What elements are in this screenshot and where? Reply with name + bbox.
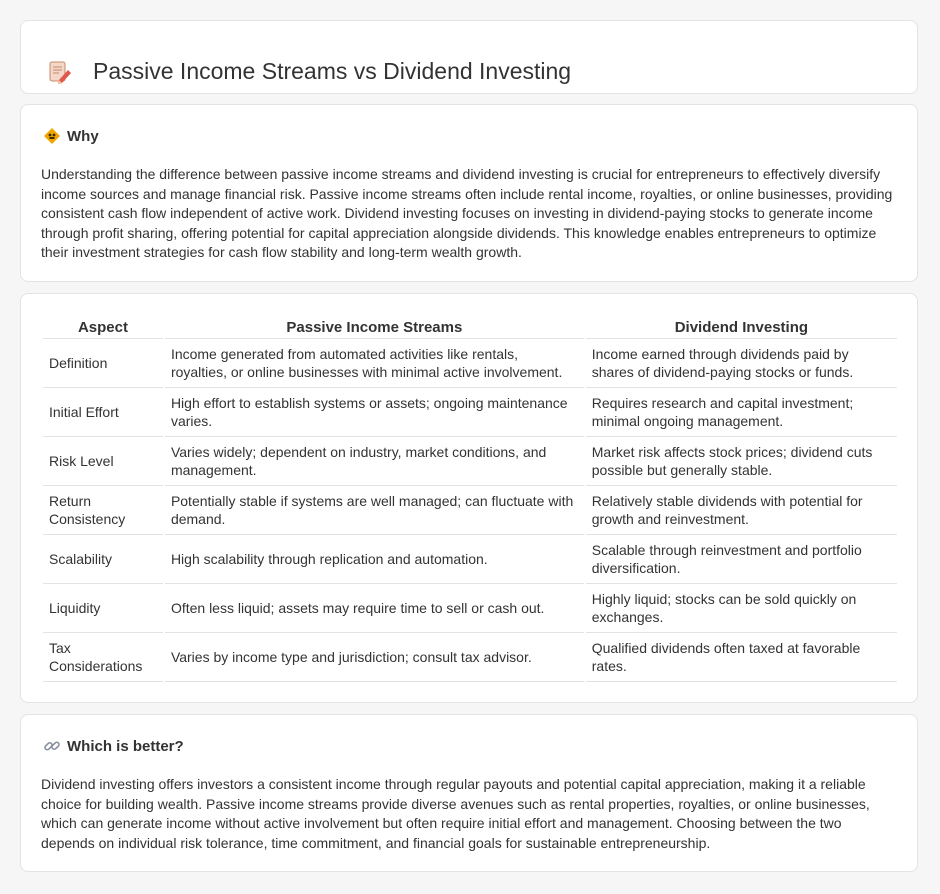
cell-passive: High effort to establish systems or assets; ongoing maintenance varies. [165, 388, 584, 437]
link-icon [43, 737, 61, 755]
cell-aspect: Tax Considerations [43, 633, 163, 682]
header-aspect: Aspect [43, 316, 163, 339]
table-row [43, 339, 897, 388]
title-card [20, 20, 918, 94]
header-dividend-investing: Dividend Investing [586, 316, 897, 339]
cell-aspect: Initial Effort [43, 388, 163, 437]
title-row [47, 43, 571, 101]
cell-dividend: Qualified dividends often taxed at favorable rates. [586, 633, 897, 682]
cell-dividend: Market risk affects stock prices; dividend cuts possible but generally stable. [586, 437, 897, 486]
table-row [43, 633, 897, 682]
notepad-pencil-icon [47, 59, 73, 85]
why-header [43, 127, 99, 145]
cell-aspect: Return Consistency [43, 486, 163, 535]
cell-passive: Often less liquid; assets may require time to sell or cash out. [165, 584, 584, 633]
cell-passive: Potentially stable if systems are well managed; can fluctuate with demand. [165, 486, 584, 535]
comparison-card [20, 293, 918, 703]
better-label: Which is better? [67, 737, 184, 755]
cell-dividend: Requires research and capital investment; minimal ongoing management. [586, 388, 897, 437]
cell-passive: Varies by income type and jurisdiction; consult tax advisor. [165, 633, 584, 682]
cell-passive: Varies widely; dependent on industry, market conditions, and management. [165, 437, 584, 486]
table-row [43, 584, 897, 633]
better-card [20, 714, 918, 872]
better-header [43, 737, 184, 755]
cell-aspect: Risk Level [43, 437, 163, 486]
why-label: Why [67, 127, 99, 145]
table-row [43, 486, 897, 535]
header-passive-income: Passive Income Streams [165, 316, 584, 339]
better-text: Dividend investing offers investors a consistent income through regular payouts and potential capital appreciation, making it a reliable choice for building wealth. Passive income streams provide diverse avenues such as rental properties, royalties, or online businesses, which can generate income without active involvement but often require initial effort and management. Choosing between the two depends on individual risk tolerance, time commitment, and financial goals for sustainable entrepreneurship. [41, 776, 870, 851]
table-row [43, 535, 897, 584]
cell-aspect: Definition [43, 339, 163, 388]
cell-dividend: Highly liquid; stocks can be sold quickly on exchanges. [586, 584, 897, 633]
cell-aspect: Scalability [43, 535, 163, 584]
why-text: Understanding the difference between passive income streams and dividend investing is crucial for entrepreneurs to effectively diversify income sources and manage financial risk. Passive income streams often include rental income, royalties, or online businesses, providing consistent cash flow independent of active work. Dividend investing focuses on investing in dividend-paying stocks to generate income through profit sharing, offering potential for capital appreciation alongside dividends. This knowledge enables entrepreneurs to optimize their investment strategies for cash flow stability and long-term wealth growth. [41, 166, 893, 261]
table-header-row [43, 316, 897, 339]
cell-dividend: Scalable through reinvestment and portfolio diversification. [586, 535, 897, 584]
page-title: Passive Income Streams vs Dividend Investing [93, 58, 572, 85]
cell-aspect: Liquidity [43, 584, 163, 633]
table-row [43, 388, 897, 437]
cell-dividend: Income earned through dividends paid by shares of dividend-paying stocks or funds. [586, 339, 897, 388]
table-row [43, 437, 897, 486]
cell-passive: Income generated from automated activities like rentals, royalties, or online businesses with minimal active involvement. [165, 339, 584, 388]
comparison-table [41, 316, 899, 682]
cell-passive: High scalability through replication and automation. [165, 535, 584, 584]
why-card [20, 104, 918, 282]
cell-dividend: Relatively stable dividends with potential for growth and reinvestment. [586, 486, 897, 535]
diamond-sign-icon [43, 127, 61, 145]
